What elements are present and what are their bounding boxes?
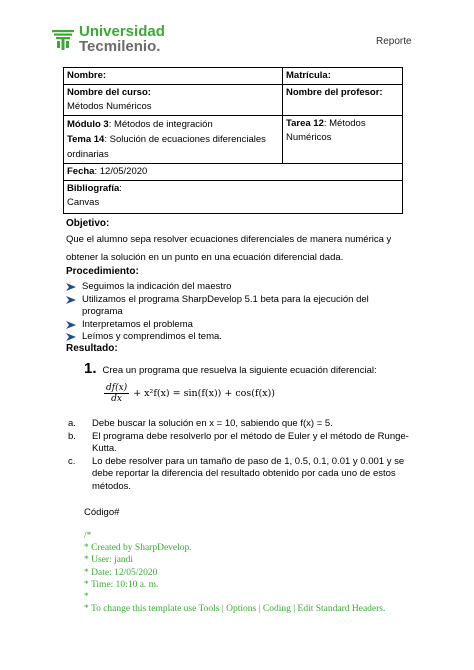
sub-item-a	[68, 418, 411, 431]
bibliografia-cell	[64, 181, 403, 214]
procedimiento-item-text: Leímos y comprendimos el tema.	[82, 331, 222, 342]
sub-item-letter: b.	[68, 430, 76, 442]
sub-item-c	[68, 456, 411, 494]
code-line: * Date: 12/05/2020	[84, 567, 158, 578]
curso-label: Nombre del curso:	[67, 87, 151, 98]
fecha-cell	[64, 164, 403, 181]
tecmilenio-logo-icon	[52, 28, 74, 50]
info-table	[63, 67, 403, 214]
nombre-label: Nombre:	[67, 70, 107, 81]
code-line: *	[84, 592, 89, 603]
tarea-cell	[283, 116, 403, 164]
curso-value: Métodos Numéricos	[67, 101, 152, 112]
procedimiento-section	[66, 266, 411, 344]
objetivo-heading: Objetivo:	[66, 218, 110, 229]
logo-line-1: Universidad	[79, 23, 165, 40]
arrow-bullet-icon	[66, 282, 76, 292]
table-row	[64, 68, 403, 85]
sub-item-letter: c.	[68, 455, 76, 467]
bibliografia-colon: :	[119, 183, 122, 194]
table-row	[64, 85, 403, 116]
table-row	[64, 181, 403, 214]
list-item	[66, 281, 411, 294]
code-line: * User: jandi	[84, 555, 134, 566]
tema-value: : Solución de ecuaciones diferenciales ordinarias	[67, 134, 266, 160]
bibliografia-label: Bibliografía	[67, 183, 120, 194]
equation-rhs: + x²f(x) = sin(f(x)) + cos(f(x))	[133, 388, 275, 399]
table-row	[64, 116, 403, 164]
sub-item-text: Lo debe resolver para un tamaño de paso de 1, 0.5, 0.1, 0.01 y 0.001 y se debe reportar la diferencia del resultado obtenido por cada uno de estos métodos.	[92, 455, 405, 492]
procedimiento-item-text: Utilizamos el programa SharpDevelop 5.1 beta para la ejecución del programa	[82, 293, 369, 317]
fecha-label: Fecha	[67, 166, 95, 177]
sub-item-letter: a.	[68, 418, 76, 429]
curso-cell	[64, 85, 283, 116]
equation-denominator: dx	[111, 394, 123, 404]
report-label: Reporte	[376, 36, 412, 47]
codigo-label: Código#	[84, 507, 120, 518]
procedimiento-heading: Procedimiento:	[66, 266, 139, 277]
university-logo	[52, 24, 165, 54]
resultado-section	[66, 343, 411, 615]
matricula-cell	[283, 68, 403, 85]
bibliografia-value: Canvas	[67, 197, 100, 208]
arrow-bullet-icon	[66, 332, 76, 342]
modulo-value: : Métodos de integración	[108, 119, 213, 130]
resultado-item-1	[84, 360, 411, 377]
procedimiento-item-text: Interpretamos el problema	[82, 318, 193, 330]
arrow-bullet-icon	[66, 295, 76, 305]
objetivo-section	[66, 218, 411, 267]
equation-fraction	[104, 383, 129, 404]
sub-item-b	[68, 431, 411, 456]
objetivo-text: Que el alumno sepa resolver ecuaciones diferenciales de manera numérica y obtener la solución en un punto en una ecuación diferencial dada.	[66, 234, 392, 263]
tema-label: Tema 14	[67, 134, 105, 145]
code-line: * Time: 10:10 a. m.	[84, 579, 159, 590]
list-item	[66, 331, 411, 344]
fecha-value: : 12/05/2020	[94, 166, 148, 177]
logo-line-2: Tecmilenio.	[79, 38, 161, 55]
procedimiento-item-text: Seguimos la indicación del maestro	[82, 281, 232, 292]
code-line: * To change this template use Tools | Options | Coding | Edit Standard Headers.	[84, 604, 386, 615]
code-block	[84, 530, 411, 615]
sub-items	[68, 418, 411, 493]
modulo-label: Módulo 3	[67, 119, 109, 130]
sub-item-text: Debe buscar la solución en x = 10, sabiendo que f(x) = 5.	[92, 418, 333, 429]
nombre-cell	[64, 68, 283, 85]
modulo-tema-cell	[64, 116, 283, 164]
item-number: 1.	[84, 360, 97, 377]
profesor-cell	[283, 85, 403, 116]
matricula-label: Matrícula:	[286, 70, 331, 81]
equation-numerator: df(x)	[106, 383, 128, 393]
code-line: /*	[84, 531, 92, 541]
list-item	[66, 319, 411, 332]
list-item	[66, 294, 411, 319]
profesor-label: Nombre del profesor:	[286, 87, 383, 98]
table-row	[64, 164, 403, 181]
sub-item-text: El programa debe resolverlo por el método de Euler y el método de Runge-Kutta.	[92, 430, 409, 454]
arrow-bullet-icon	[66, 320, 76, 330]
code-line: * Created by SharpDevelop.	[84, 543, 192, 554]
resultado-heading: Resultado:	[66, 343, 118, 354]
tarea-value: : Métodos Numéricos	[286, 118, 366, 143]
differential-equation	[104, 383, 411, 404]
procedimiento-list	[66, 281, 411, 344]
tarea-label: Tarea 12	[286, 118, 324, 129]
resultado-item-text: Crea un programa que resuelva la siguiente ecuación diferencial:	[102, 365, 377, 376]
